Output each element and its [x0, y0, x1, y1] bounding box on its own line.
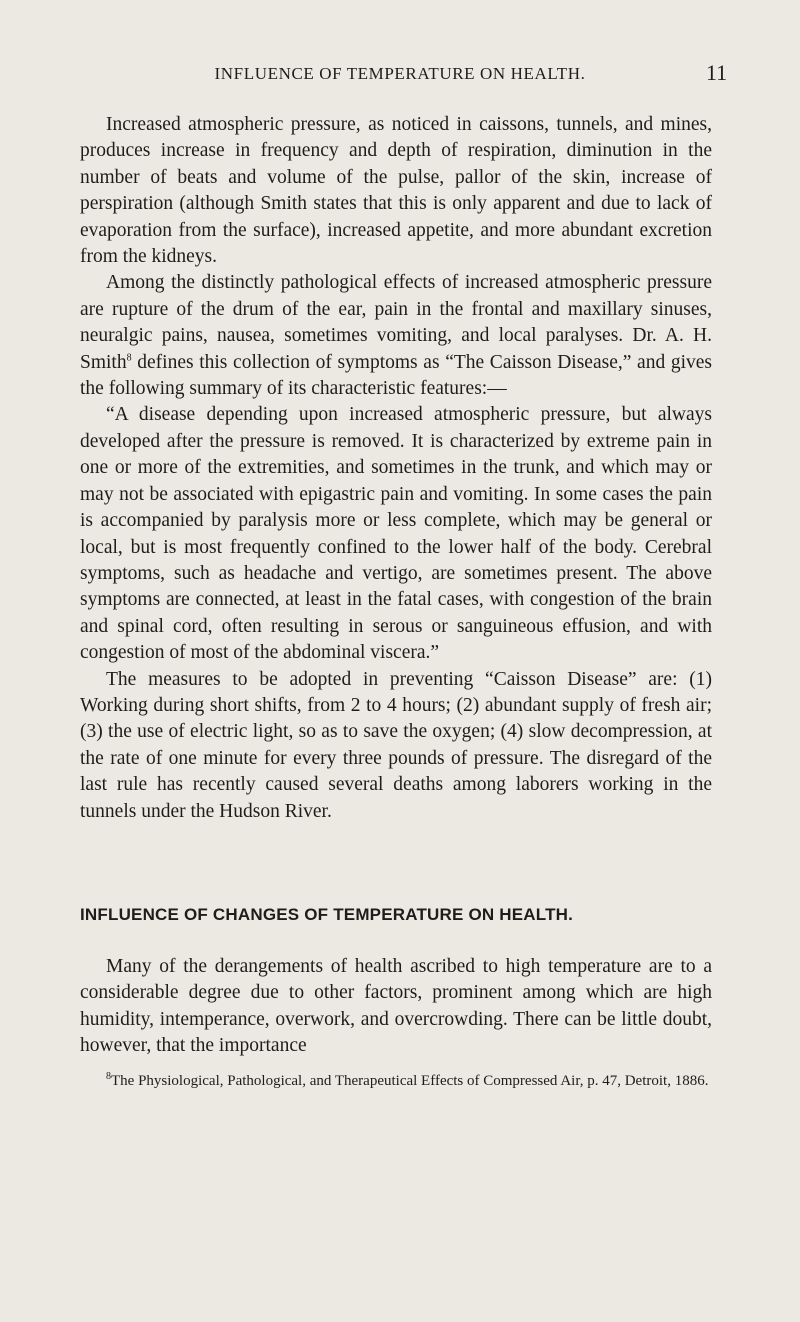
footnote-text: The Physiological, Pathological, and Therapeutical Effects of Compressed Air, p. 47, Detroit, 1886. [111, 1073, 709, 1089]
paragraph-preventive-measures: The measures to be adopted in preventing “Caisson Disease” are: (1) Working during short shifts, from 2 to 4 hours; (2) abundant supply of fresh air; (3) the use of electric light, so as to save the oxygen; (4) slow decompression, at the rate of one minute for every three pounds of pressure. The disregard of the last rule has recently caused several deaths among laborers working in the tunnels under the Hudson River. [80, 668, 712, 822]
paragraph-respiration: Increased atmospheric pressure, as noticed in caissons, tunnels, and mines, produces increase in frequency and depth of respiration, diminution in the number of beats and volume of the pulse, pallor of the skin, increase of perspiration (although Smith states that this is only apparent and due to lack of evaporation from the surface), increased appetite, and more abundant excretion from the kidneys. [80, 114, 712, 268]
page-number: 11 [706, 60, 728, 85]
section-text [80, 954, 712, 1060]
footnote [80, 1072, 712, 1091]
section-heading: INFLUENCE OF CHANGES OF TEMPERATURE ON HEALTH. [80, 905, 574, 924]
running-head: INFLUENCE OF TEMPERATURE ON HEALTH. [214, 64, 586, 83]
paragraph-pathological-effects-text: Among the distinctly pathological effects of increased atmospheric pressure are rupture of the drum of the ear, pain in the frontal and maxillary sinuses, neuralgic pains, nausea, sometimes vomiting, and local paralyses. Dr. A. H. Smith [80, 272, 712, 373]
paragraph-caisson-quote: “A disease depending upon increased atmospheric pressure, but always developed after the pressure is removed. It is characterized by extreme pain in one or more of the extremities, and sometimes in the trunk, and which may or may not be associated with epigastric pain and vomiting. In some cases the pain is accompanied by paralysis more or less complete, which may be general or local, but is most frequently confined to the lower half of the body. Cerebral symptoms, such as headache and vertigo, are sometimes present. The above symptoms are connected, at least in the fatal cases, with congestion of the brain and spinal cord, often resulting in serous or sanguineous effusion, and with congestion of most of the abdominal viscera.” [80, 404, 712, 664]
main-text [80, 112, 712, 825]
paragraph-pathological-effects-continued: defines this collection of symptoms as “The Caisson Disease,” and gives the following summary of its characteristic features:— [80, 351, 712, 400]
footnote-text-line [80, 1072, 712, 1091]
footnote-marker: 8 [106, 1071, 111, 1082]
paragraph-pathological-effects [80, 270, 712, 402]
footnote-reference: 8 [126, 352, 132, 364]
paragraph-derangements: Many of the derangements of health ascribed to high temperature are to a considerable degree due to other factors, prominent among which are high humidity, intemperance, overwork, and overcrowding. There can be little doubt, however, that the importance [80, 956, 712, 1057]
